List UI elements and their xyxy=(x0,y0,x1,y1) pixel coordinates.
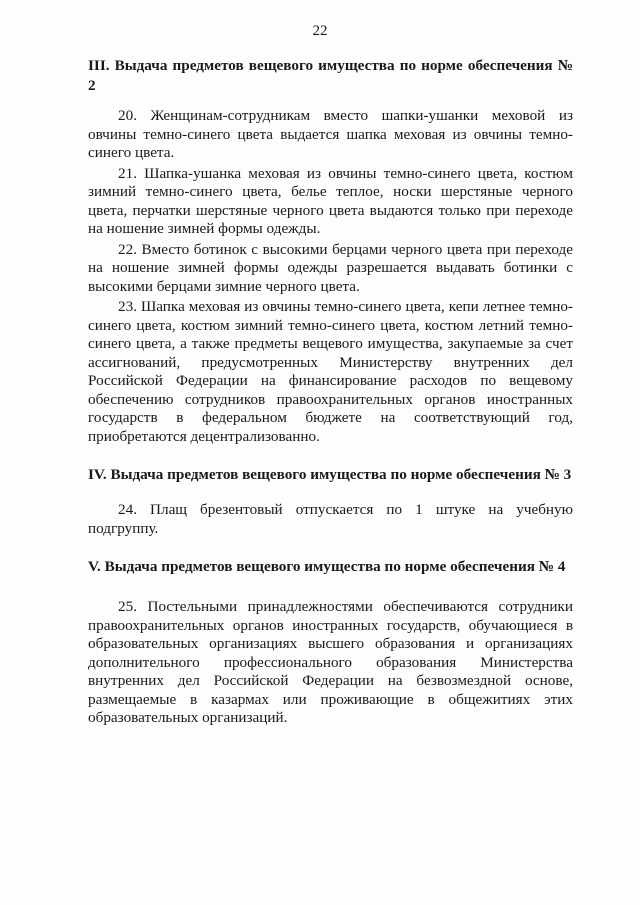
paragraph-23: 23. Шапка меховая из овчины темно-синего цвета, кепи летнее темно-синего цвета, костюм зимний темно-синего цвета, костюм летний темно-синего цвета, а также предметы вещевого имущества, закупаемые за счет ассигнований, предусмотренных Министерству внутренних дел Российской Федерации на финансирование расходов по вещевому обеспечению сотрудников правоохранительных органов иностранных государств в федеральном бюджете на соответствующий год, приобретаются децентрализованно. xyxy=(88,298,573,445)
page-number: 22 xyxy=(312,23,328,39)
paragraph-21: 21. Шапка-ушанка меховая из овчины темно-синего цвета, костюм зимний темно-синего цвета, белье теплое, носки шерстяные черного цвета, перчатки шерстяные черного цвета выдаются только при переходе на ношение зимней формы одежды. xyxy=(88,164,573,237)
paragraph-20: 20. Женщинам-сотрудникам вместо шапки-ушанки меховой из овчины темно-синего цвета выдается шапка меховая из овчины темно-синего цвета. xyxy=(88,107,573,161)
document-body xyxy=(88,56,573,728)
paragraph-25: 25. Постельными принадлежностями обеспечиваются сотрудники правоохранительных органов иностранных государств, обучающиеся в образовательных организациях высшего образования и организациях дополнительного профессионального образования Министерства внутренних дел Российской Федерации на безвозмездной основе, размещаемые в казармах или проживающие в общежитиях этих образовательных организаций. xyxy=(88,598,573,726)
section-heading-3: III. Выдача предметов вещевого имущества по норме обеспечения № 2 xyxy=(88,57,573,94)
section-heading-4: IV. Выдача предметов вещевого имущества по норме обеспечения № 3 xyxy=(88,466,572,483)
section-heading-5: V. Выдача предметов вещевого имущества по норме обеспечения № 4 xyxy=(88,558,566,575)
paragraph-22: 22. Вместо ботинок с высокими берцами черного цвета при переходе на ношение зимней формы одежды разрешается выдавать ботинки с высокими берцами зимние черного цвета. xyxy=(88,240,573,295)
paragraph-24: 24. Плащ брезентовый отпускается по 1 штуке на учебную подгруппу. xyxy=(88,501,573,537)
